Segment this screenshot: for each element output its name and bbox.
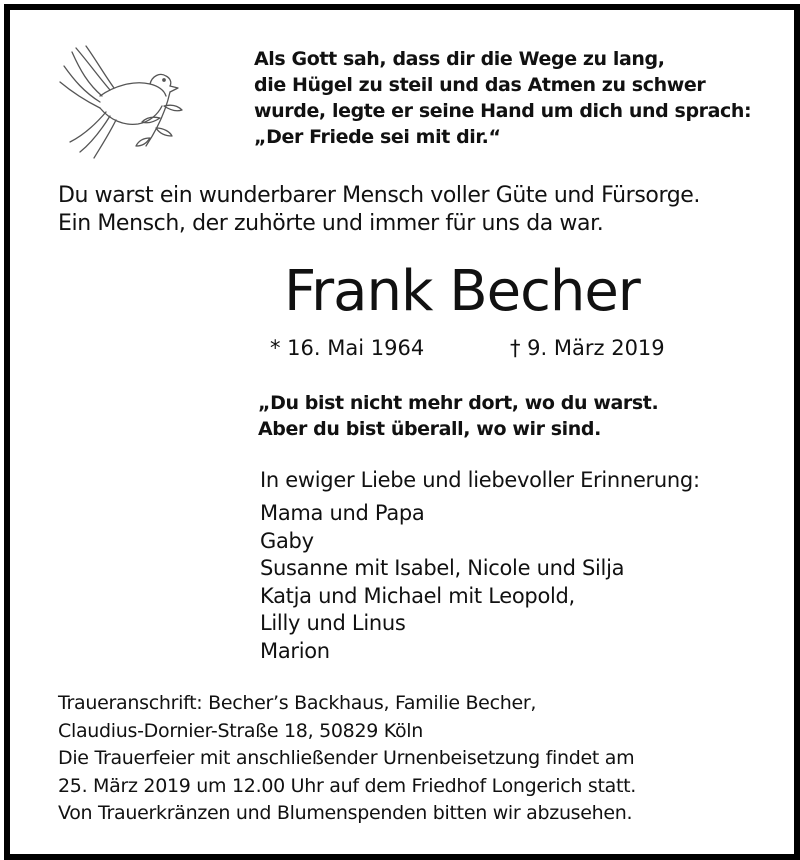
family-member: Katja und Michael mit Leopold,: [260, 583, 575, 608]
poem-line: Als Gott sah, dass dir die Wege zu lang,: [254, 48, 665, 70]
family-member: Marion: [260, 638, 330, 663]
intro-line: Du warst ein wunderbarer Mensch voller Güte und Fürsorge.: [58, 183, 701, 208]
poem-line: die Hügel zu steil und das Atmen zu schwer: [254, 74, 706, 96]
intro-text: [58, 182, 778, 238]
quote-line: „Du bist nicht mehr dort, wo du warst.: [258, 392, 659, 414]
poem: [254, 46, 774, 150]
footer-line: Die Trauerfeier mit anschließender Urnenbeisetzung findet am: [58, 747, 635, 769]
quote: [258, 390, 778, 442]
poem-line: wurde, legte er seine Hand um dich und sprach:: [254, 100, 752, 122]
footer-line: Claudius-Dornier-Straße 18, 50829 Köln: [58, 719, 424, 742]
family-list: [260, 500, 780, 665]
footer-line: 25. März 2019 um 12.00 Uhr auf dem Friedhof Longerich statt.: [58, 774, 637, 797]
family-member: Mama und Papa: [260, 501, 425, 525]
death-date: † 9. März 2019: [510, 336, 665, 360]
quote-line: Aber du bist überall, wo wir sind.: [258, 418, 601, 440]
family-member: Susanne mit Isabel, Nicole und Silja: [260, 556, 625, 580]
memory-line: In ewiger Liebe und liebevoller Erinnerung:: [260, 468, 700, 492]
footer-line: Von Trauerkränzen und Blumenspenden bitten wir abzusehen.: [58, 802, 633, 824]
footer-notice: [58, 690, 778, 828]
deceased-name: Frank Becher: [284, 259, 640, 324]
family-member: Gaby: [260, 528, 314, 553]
dove-icon: [54, 40, 204, 170]
family-member: Lilly und Linus: [260, 611, 406, 635]
birth-date: * 16. Mai 1964: [270, 336, 425, 360]
intro-line: Ein Mensch, der zuhörte und immer für uns da war.: [58, 211, 604, 236]
poem-line: „Der Friede sei mit dir.“: [254, 126, 501, 148]
obituary-frame: [4, 4, 800, 860]
footer-line: Traueranschrift: Becher’s Backhaus, Familie Becher,: [58, 692, 537, 714]
